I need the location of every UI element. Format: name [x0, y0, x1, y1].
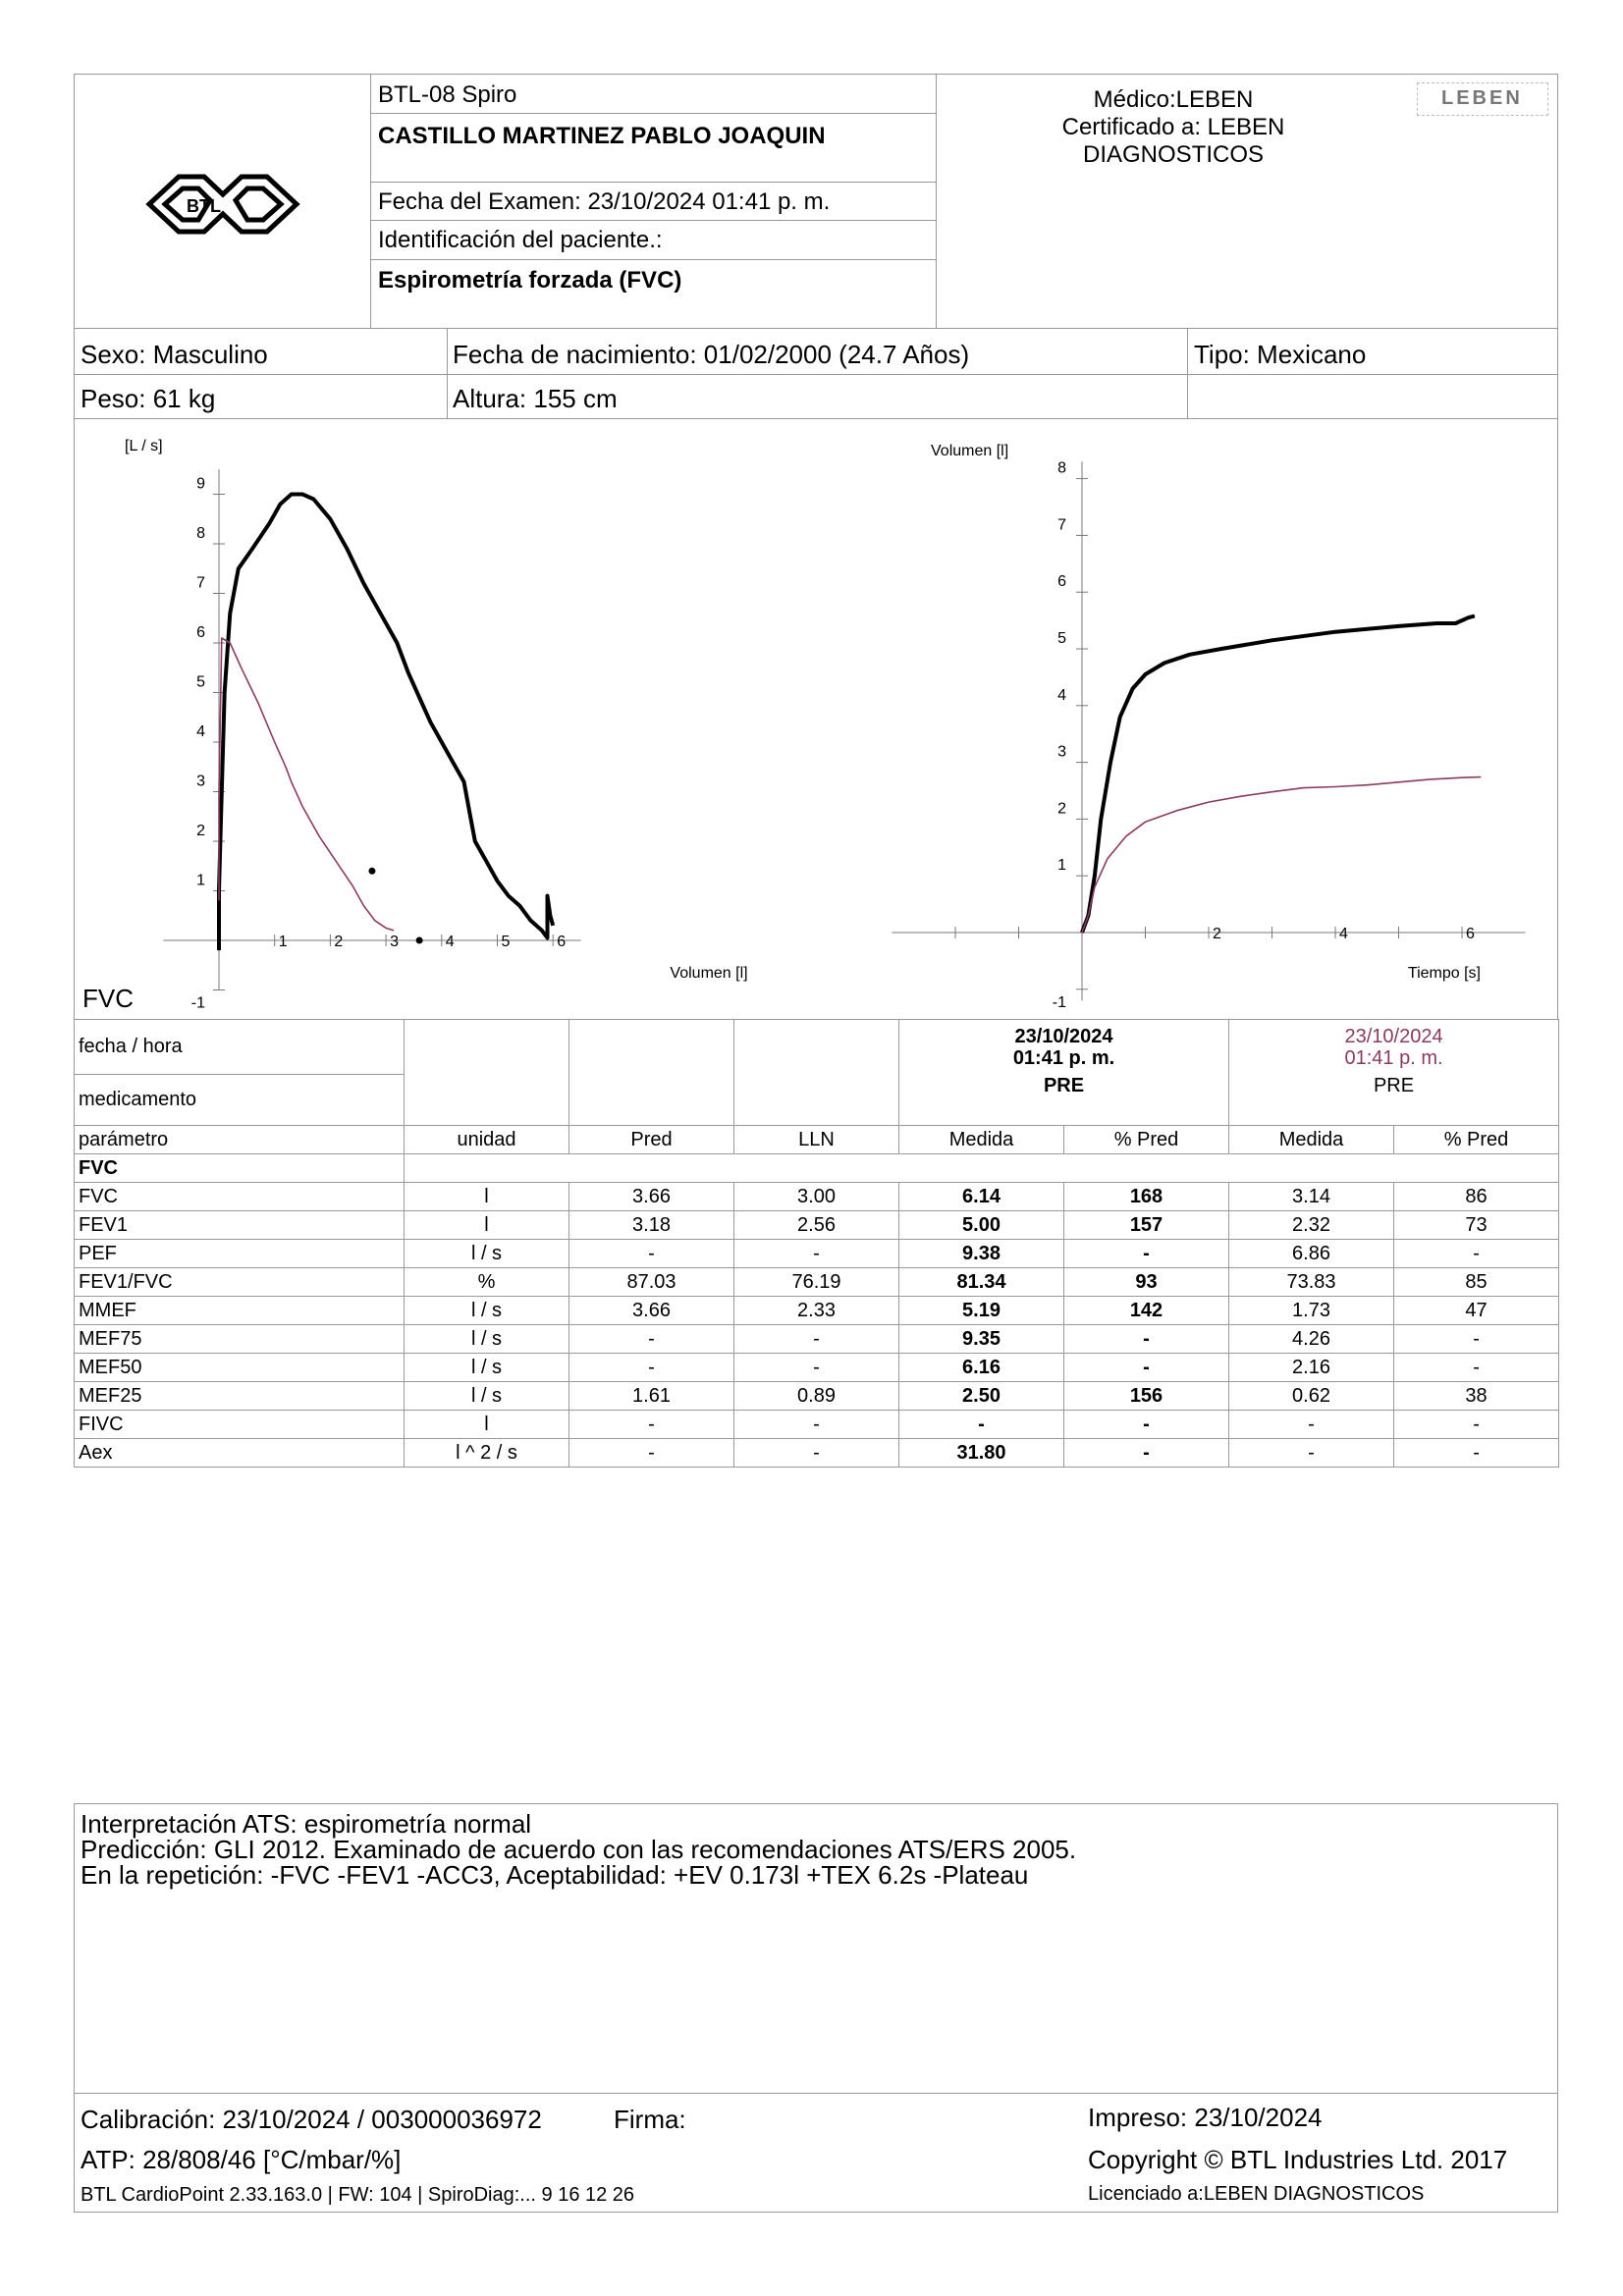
session1-header	[899, 1020, 1229, 1126]
value-cell: 9.38	[899, 1240, 1064, 1268]
value-cell: -	[734, 1354, 899, 1382]
session2-label: PRE	[1373, 1075, 1415, 1096]
table-row	[75, 1183, 1559, 1211]
btl-logo	[145, 165, 300, 243]
col-header: parámetro	[75, 1126, 405, 1154]
table-row	[75, 1268, 1559, 1297]
x-tick-label: 3	[390, 934, 400, 950]
device-name: BTL-08 Spiro	[378, 81, 517, 108]
value-cell: 4.26	[1229, 1325, 1394, 1354]
session2-date: 23/10/2024	[1344, 1026, 1443, 1047]
y-tick-label: 4	[1057, 686, 1066, 704]
table-row	[75, 1439, 1559, 1468]
value-cell: 1.73	[1229, 1297, 1394, 1325]
y-tick-label: 2	[1057, 800, 1066, 818]
y-tick-label: 5	[1057, 630, 1066, 647]
table-row	[75, 1354, 1559, 1382]
patient-height: Altura: 155 cm	[453, 384, 618, 413]
y-tick-label: 9	[196, 475, 205, 493]
value-cell: 6.86	[1229, 1240, 1394, 1268]
table-row	[75, 1382, 1559, 1411]
value-cell: 6.16	[899, 1354, 1064, 1382]
fecha-label: fecha / hora	[79, 1036, 183, 1057]
value-cell: 93	[1064, 1268, 1229, 1297]
y-axis-label: [L / s]	[125, 438, 163, 454]
patient-col-line	[447, 329, 448, 419]
table-row	[75, 1211, 1559, 1240]
col-header: % Pred	[1064, 1126, 1229, 1154]
value-cell: 3.66	[569, 1183, 734, 1211]
test-type: Espirometría forzada (FVC)	[378, 267, 682, 294]
y-tick-label: 3	[196, 773, 205, 790]
value-cell: -	[734, 1240, 899, 1268]
x-tick-label: 2	[1213, 926, 1221, 942]
y-axis-label: Volumen [l]	[931, 443, 1009, 459]
certified-line-1: Certificado a: LEBEN	[1061, 114, 1285, 140]
value-cell: 2.32	[1229, 1211, 1394, 1240]
marker-point	[368, 868, 375, 875]
y-tick-label: 3	[1057, 743, 1066, 761]
signature-label: Firma:	[614, 2105, 686, 2134]
value-cell: 3.66	[569, 1297, 734, 1325]
value-cell: 142	[1064, 1297, 1229, 1325]
value-cell: l	[405, 1183, 569, 1211]
x-tick-label: 6	[1466, 926, 1475, 942]
value-cell: 87.03	[569, 1268, 734, 1297]
header-row-line	[370, 182, 936, 183]
value-cell: 85	[1394, 1268, 1559, 1297]
y-tick-label: 2	[196, 823, 205, 839]
medicamento-label-cell	[75, 1075, 405, 1126]
copyright: Copyright © BTL Industries Ltd. 2017	[1088, 2145, 1508, 2174]
interpretation-text	[81, 1811, 1076, 1888]
y-tick-label: 6	[196, 624, 205, 641]
param-cell: PEF	[75, 1240, 405, 1268]
session2-header	[1229, 1020, 1559, 1126]
value-cell: 156	[1064, 1382, 1229, 1411]
leben-logo-text: LEBEN	[1441, 87, 1523, 109]
value-cell: l / s	[405, 1240, 569, 1268]
col-header: unidad	[405, 1126, 569, 1154]
value-cell: 6.14	[899, 1183, 1064, 1211]
param-cell: FEV1/FVC	[75, 1268, 405, 1297]
series-best-curve	[219, 495, 553, 951]
value-cell: 5.19	[899, 1297, 1064, 1325]
y-tick-label: 7	[1057, 516, 1066, 534]
calibration: Calibración: 23/10/2024 / 003000036972	[81, 2105, 542, 2134]
value-cell: -	[1394, 1325, 1559, 1354]
value-cell: 73	[1394, 1211, 1559, 1240]
value-cell: 2.33	[734, 1297, 899, 1325]
col-header: Medida	[1229, 1126, 1394, 1154]
x-tick-label: 1	[278, 934, 288, 950]
marker-point	[416, 937, 423, 944]
header-divider-left	[370, 74, 371, 329]
software-version: BTL CardioPoint 2.33.163.0 | FW: 104 | SpiroDiag:... 9 16 12 26	[81, 2184, 635, 2206]
leben-logo	[1417, 82, 1548, 116]
session1-time: 01:41 p. m.	[1012, 1047, 1115, 1069]
value-cell: -	[1229, 1411, 1394, 1439]
x-axis-label: Tiempo [s]	[1407, 965, 1481, 982]
value-cell: -	[1064, 1354, 1229, 1382]
value-cell: 0.89	[734, 1382, 899, 1411]
y-tick-label: 1	[1057, 857, 1066, 875]
value-cell: 3.18	[569, 1211, 734, 1240]
session2-time: 01:41 p. m.	[1344, 1047, 1443, 1069]
y-tick-label: -1	[190, 994, 205, 1012]
col-header: LLN	[734, 1126, 899, 1154]
table-row	[75, 1411, 1559, 1439]
y-tick-label: 7	[196, 574, 205, 592]
x-tick-label: 6	[557, 934, 567, 950]
printed-date: Impreso: 23/10/2024	[1088, 2103, 1323, 2132]
value-cell: 157	[1064, 1211, 1229, 1240]
value-cell: -	[734, 1411, 899, 1439]
value-cell: 5.00	[899, 1211, 1064, 1240]
patient-birth: Fecha de nacimiento: 01/02/2000 (24.7 Años)	[453, 340, 970, 369]
patient-col-line	[1187, 329, 1188, 419]
value-cell: -	[1229, 1439, 1394, 1468]
value-cell: %	[405, 1268, 569, 1297]
value-cell: -	[1064, 1439, 1229, 1468]
value-cell: -	[569, 1354, 734, 1382]
value-cell: 3.14	[1229, 1183, 1394, 1211]
session1-label: PRE	[1043, 1075, 1085, 1096]
interpretation-line-3: En la repetición: -FVC -FEV1 -ACC3, Aceptabilidad: +EV 0.173l +TEX 6.2s -Plateau	[81, 1860, 1029, 1890]
exam-date: Fecha del Examen: 23/10/2024 01:41 p. m.	[378, 188, 831, 215]
results-rows	[75, 1183, 1559, 1468]
y-tick-label: 1	[196, 872, 205, 889]
x-tick-label: 5	[501, 934, 511, 950]
volume-time-chart	[864, 422, 1551, 1011]
series-second-curve	[1082, 777, 1481, 933]
value-cell: l / s	[405, 1382, 569, 1411]
value-cell: l	[405, 1211, 569, 1240]
value-cell: -	[734, 1325, 899, 1354]
value-cell: -	[1394, 1411, 1559, 1439]
param-cell: FEV1	[75, 1211, 405, 1240]
patient-name: CASTILLO MARTINEZ PABLO JOAQUIN	[378, 123, 826, 149]
x-tick-label: 4	[445, 934, 455, 950]
patient-row-line	[74, 374, 1558, 375]
section-row	[75, 1154, 1559, 1183]
value-cell: 2.56	[734, 1211, 899, 1240]
value-cell: 3.00	[734, 1183, 899, 1211]
patient-type: Tipo: Mexicano	[1194, 340, 1367, 369]
y-tick-label: 5	[196, 673, 205, 691]
btl-logo-text: BTL	[187, 196, 221, 216]
value-cell: 9.35	[899, 1325, 1064, 1354]
value-cell: 81.34	[899, 1268, 1064, 1297]
interpretation-line-2: Predicción: GLI 2012. Examinado de acuerdo con las recomendaciones ATS/ERS 2005.	[81, 1835, 1077, 1864]
fecha-label-cell	[75, 1020, 405, 1075]
value-cell: -	[569, 1325, 734, 1354]
value-cell: -	[569, 1240, 734, 1268]
flow-volume-chart	[74, 422, 820, 1019]
param-cell: MEF50	[75, 1354, 405, 1382]
value-cell: -	[1064, 1240, 1229, 1268]
value-cell: l / s	[405, 1354, 569, 1382]
table-row	[75, 1240, 1559, 1268]
value-cell: 47	[1394, 1297, 1559, 1325]
param-cell: MEF75	[75, 1325, 405, 1354]
certified-line-2: DIAGNOSTICOS	[1082, 141, 1265, 168]
value-cell: 2.50	[899, 1382, 1064, 1411]
session1-date: 23/10/2024	[1014, 1026, 1113, 1047]
y-tick-label: 4	[196, 723, 205, 740]
value-cell: -	[1394, 1354, 1559, 1382]
value-cell: 76.19	[734, 1268, 899, 1297]
session-row	[75, 1020, 1559, 1075]
series-second-curve	[219, 638, 394, 931]
value-cell: 86	[1394, 1183, 1559, 1211]
y-tick-label: 6	[1057, 573, 1066, 591]
header-row-line	[370, 220, 936, 221]
x-axis-label: Volumen [l]	[670, 965, 748, 982]
value-cell: -	[1394, 1240, 1559, 1268]
col-header: % Pred	[1394, 1126, 1559, 1154]
atp: ATP: 28/808/46 [°C/mbar/%]	[81, 2145, 402, 2174]
value-cell: -	[899, 1411, 1064, 1439]
value-cell: 73.83	[1229, 1268, 1394, 1297]
interpretation-line-1: Interpretación ATS: espirometría normal	[81, 1809, 532, 1839]
value-cell: -	[569, 1411, 734, 1439]
license: Licenciado a:LEBEN DIAGNOSTICOS	[1088, 2183, 1425, 2205]
value-cell: 168	[1064, 1183, 1229, 1211]
table-row	[75, 1325, 1559, 1354]
value-cell: 0.62	[1229, 1382, 1394, 1411]
value-cell: 1.61	[569, 1382, 734, 1411]
header-divider-right	[936, 74, 937, 329]
series-best-curve	[1082, 616, 1475, 934]
section-label: FVC	[75, 1154, 405, 1183]
value-cell: l / s	[405, 1325, 569, 1354]
doctor-name: Médico:LEBEN	[1093, 86, 1254, 113]
y-tick-label: -1	[1052, 993, 1066, 1011]
header-row-line	[370, 259, 936, 260]
patient-weight: Peso: 61 kg	[81, 384, 216, 413]
param-cell: MEF25	[75, 1382, 405, 1411]
param-cell: MMEF	[75, 1297, 405, 1325]
value-cell: -	[1394, 1439, 1559, 1468]
value-cell: -	[1064, 1325, 1229, 1354]
value-cell: l / s	[405, 1297, 569, 1325]
y-tick-label: 8	[1057, 459, 1066, 477]
chart-fvc-label: FVC	[82, 984, 134, 1013]
value-cell: -	[1064, 1411, 1229, 1439]
doctor-block	[982, 86, 1365, 169]
param-cell: FIVC	[75, 1411, 405, 1439]
col-header: Medida	[899, 1126, 1064, 1154]
value-cell: 38	[1394, 1382, 1559, 1411]
col-header: Pred	[569, 1126, 734, 1154]
value-cell: -	[569, 1439, 734, 1468]
value-cell: l ^ 2 / s	[405, 1439, 569, 1468]
value-cell: 31.80	[899, 1439, 1064, 1468]
param-cell: Aex	[75, 1439, 405, 1468]
value-cell: -	[734, 1439, 899, 1468]
x-tick-label: 2	[334, 934, 344, 950]
param-cell: FVC	[75, 1183, 405, 1211]
results-table	[74, 1019, 1559, 1468]
patient-id: Identificación del paciente.:	[378, 227, 663, 253]
x-tick-label: 4	[1339, 926, 1348, 942]
patient-sex: Sexo: Masculino	[81, 340, 268, 369]
value-cell: l	[405, 1411, 569, 1439]
medicamento-label: medicamento	[79, 1089, 197, 1110]
header-row-line	[370, 113, 936, 114]
table-row	[75, 1297, 1559, 1325]
column-header-row	[75, 1126, 1559, 1154]
value-cell: 2.16	[1229, 1354, 1394, 1382]
y-tick-label: 8	[196, 525, 205, 542]
